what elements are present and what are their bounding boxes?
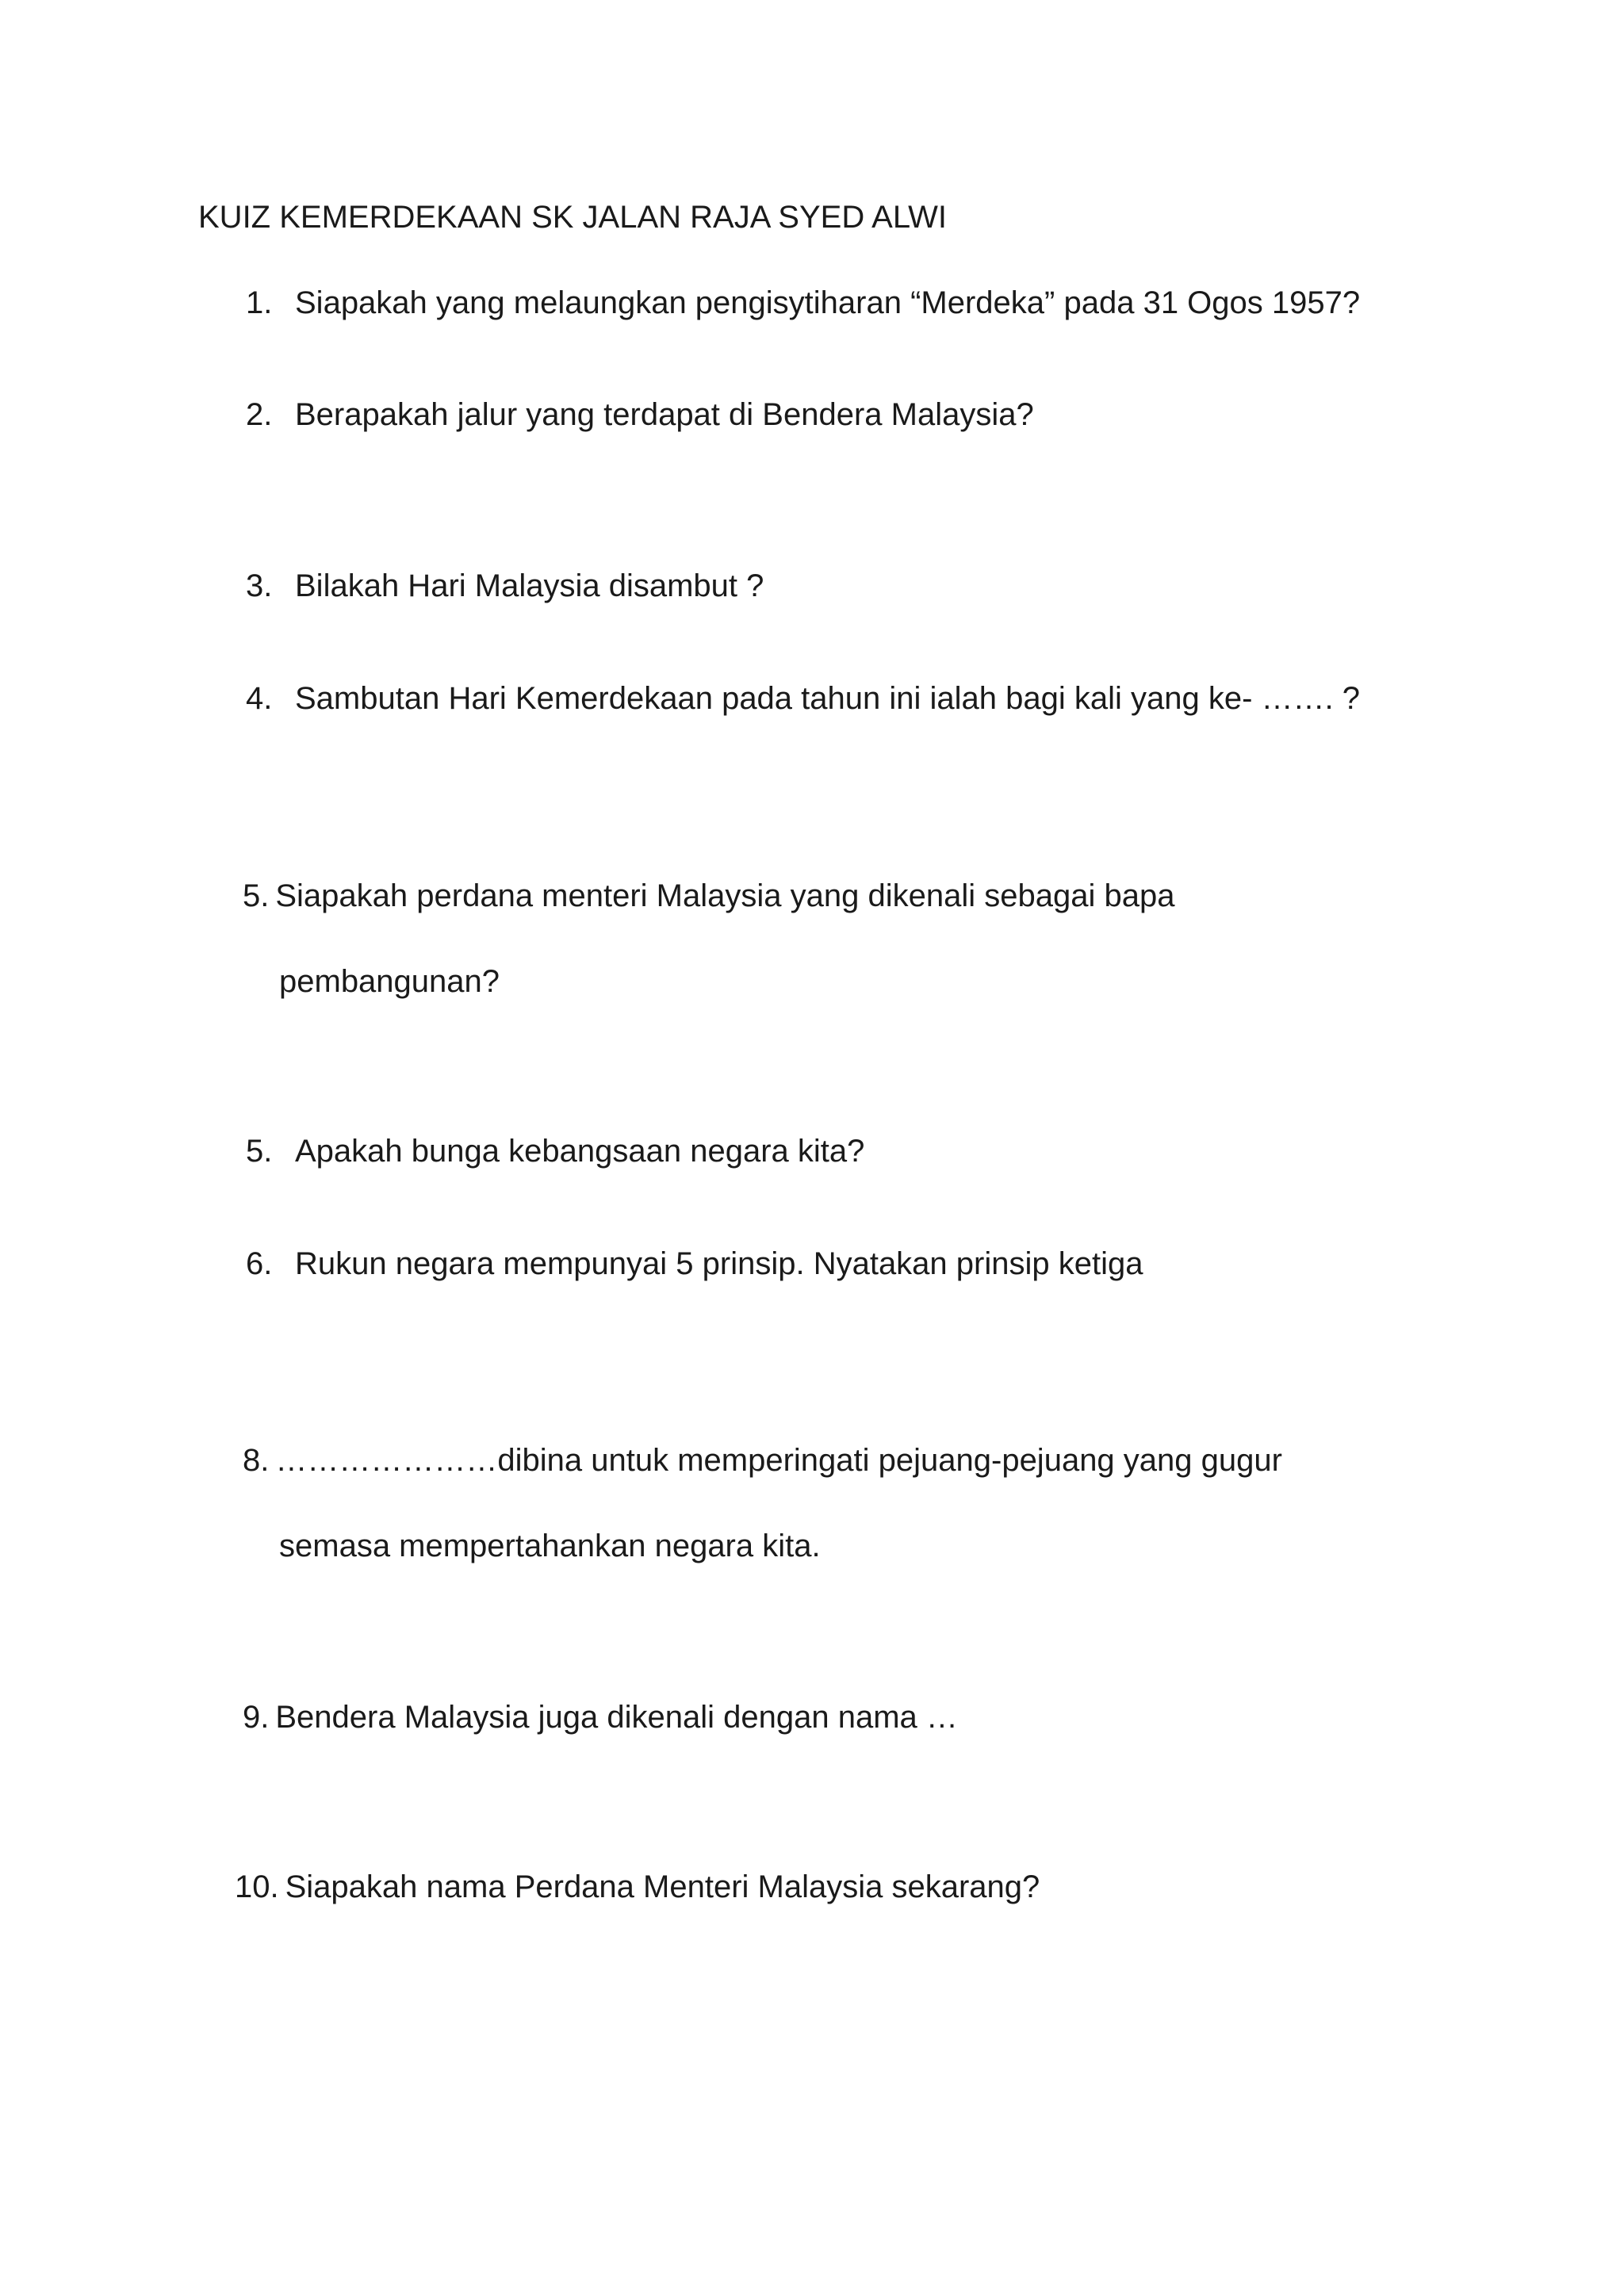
- question-9: [243, 1697, 958, 1738]
- question-5-continuation: pembangunan?: [279, 964, 500, 999]
- question-1: [246, 282, 1360, 323]
- question-5b: [246, 1131, 864, 1172]
- question-number: 2.: [246, 397, 273, 432]
- question-5: [243, 875, 1174, 916]
- question-text: …………………dibina untuk memperingati pejuang-pejuang yang gugur: [275, 1443, 1282, 1478]
- question-text: Berapakah jalur yang terdapat di Bendera Malaysia?: [295, 397, 1034, 432]
- question-number: 4.: [246, 681, 273, 716]
- page-title: KUIZ KEMERDEKAAN SK JALAN RAJA SYED ALWI: [198, 200, 947, 235]
- question-text: Siapakah perdana menteri Malaysia yang dikenali sebagai bapa: [275, 878, 1175, 913]
- question-number: 1.: [246, 285, 273, 320]
- question-10: [235, 1866, 1040, 1908]
- question-number: 6.: [246, 1246, 273, 1281]
- question-6: [246, 1243, 1143, 1284]
- question-8: [243, 1440, 1282, 1481]
- question-number: 9.: [243, 1700, 270, 1735]
- question-number: 3.: [246, 568, 273, 603]
- question-8-continuation: semasa mempertahankan negara kita.: [279, 1529, 821, 1563]
- question-text: Rukun negara mempunyai 5 prinsip. Nyatakan prinsip ketiga: [295, 1246, 1143, 1281]
- question-text: Siapakah yang melaungkan pengisytiharan “Merdeka” pada 31 Ogos 1957?: [295, 285, 1361, 320]
- question-number: 5.: [243, 878, 270, 913]
- question-text: Apakah bunga kebangsaan negara kita?: [295, 1134, 865, 1169]
- question-3: [246, 565, 764, 607]
- question-text: Siapakah nama Perdana Menteri Malaysia sekarang?: [285, 1869, 1040, 1904]
- question-number: 10.: [235, 1869, 279, 1904]
- question-text: Bendera Malaysia juga dikenali dengan nama …: [275, 1700, 958, 1735]
- question-text: Sambutan Hari Kemerdekaan pada tahun ini ialah bagi kali yang ke- ……. ?: [295, 681, 1361, 716]
- question-text: Bilakah Hari Malaysia disambut ?: [295, 568, 764, 603]
- question-4: [246, 678, 1360, 719]
- question-number: 8.: [243, 1443, 270, 1478]
- question-2: [246, 394, 1034, 435]
- question-number: 5.: [246, 1134, 273, 1169]
